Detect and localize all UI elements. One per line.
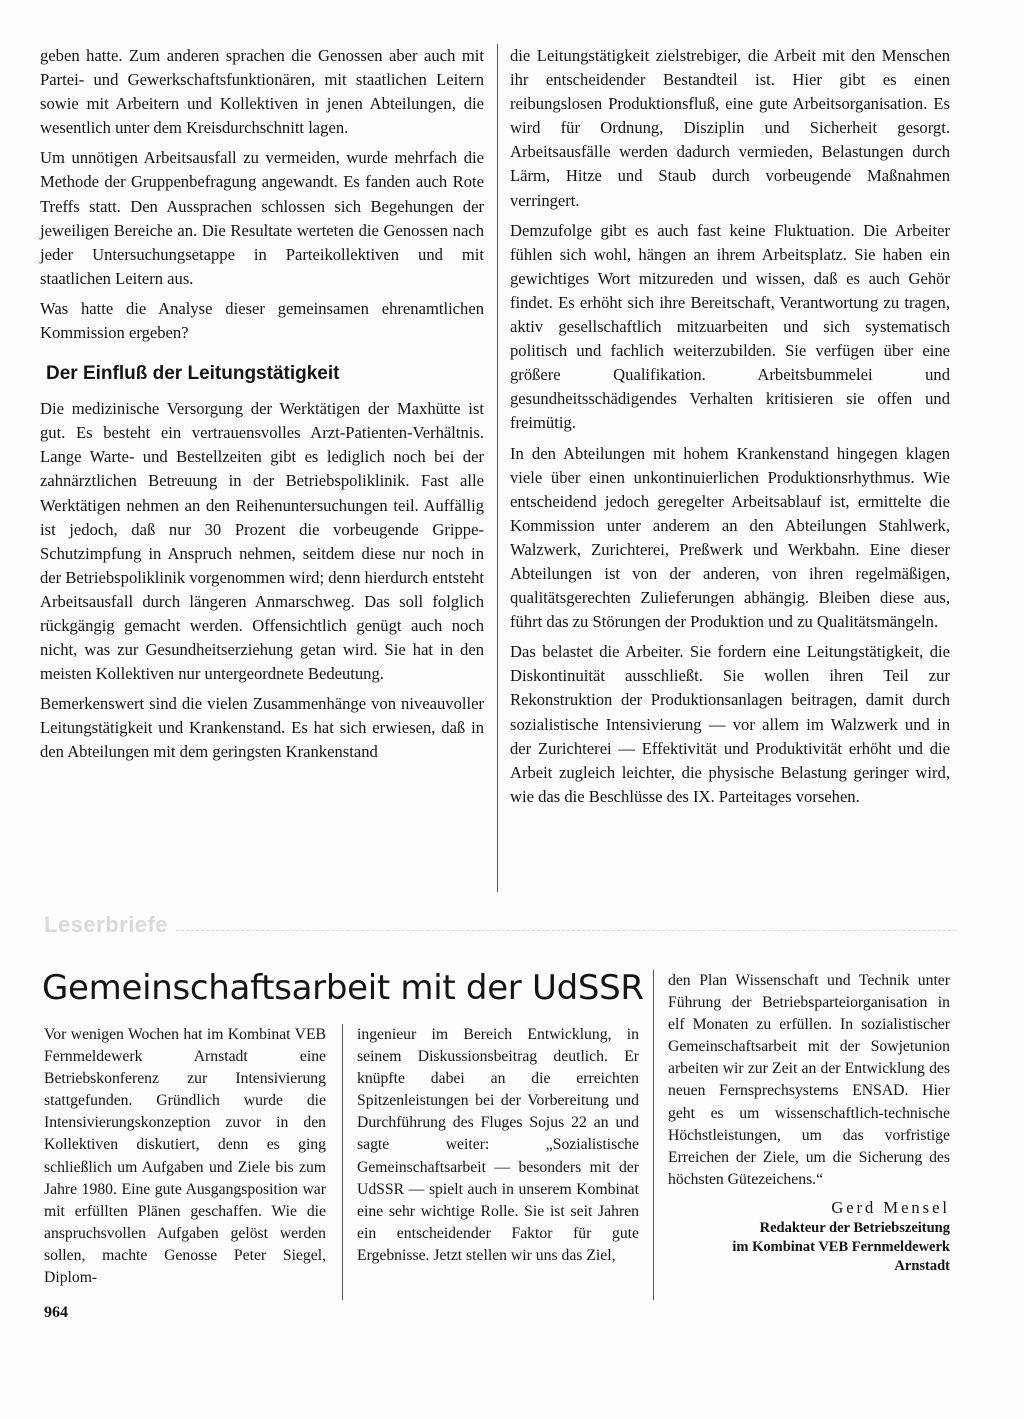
article-title: Gemeinschaftsarbeit mit der UdSSR	[42, 968, 644, 1008]
column-divider	[342, 1024, 343, 1300]
paragraph: Vor wenigen Wochen hat im Kombinat VEB Fernmeldewerk Arnstadt eine Betriebskonferenz zur Intensivierung stattgefunden. Gründlich wurde die Intensivierungskonzeption zuvor in den Kollektiven diskutiert, denn es ging schließlich um Aufgaben und Ziele bis zum Jahre 1980. Eine gute Ausgangsposition war mit erfüllten Plänen geschaffen. Wie die anspruchsvollen Aufgaben gelöst werden sollen, machte Genosse Peter Siegel, Diplom-	[44, 1026, 326, 1287]
paragraph: ingenieur im Bereich Entwicklung, in seinem Diskussionsbeitrag deutlich. Er knüpfte dabei an die erreichten Spitzenleistungen bei der Vorbereitung und Durchführung des Fluges Sojus 22 an und sagte weiter: „Sozialistische Gemeinschaftsarbeit — besonders mit der UdSSR — spielt auch in unserem Kombinat eine sehr wichtige Rolle. Sie ist seit Jahren ein entscheidender Faktor für gute Ergebnisse. Jetzt stellen wir uns das Ziel,	[357, 1026, 639, 1264]
author-role: Redakteur der Betriebszeitung	[759, 1219, 950, 1236]
article-column-3	[668, 970, 950, 1276]
article-column-2	[357, 1024, 639, 1273]
author-signature	[668, 1197, 950, 1276]
paragraph: Die medizinische Versorgung der Werktätigen der Maxhütte ist gut. Es besteht ein vertrauensvolles Arzt-Patienten-Verhältnis. Lange Warte- und Bestellzeiten gibt es lediglich noch bei der zahnärztlichen Betreuung in der Betriebspoliklinik. Fast alle Werktätigen nehmen an den Reihenuntersuchungen teil. Auffällig ist jedoch, daß nur 30 Prozent die vorbeugende Grippe-Schutzimpfung in Anspruch nehmen, seitdem diese nur noch in der Betriebspoliklinik vorgenommen wird; denn hierdurch entsteht Arbeitsausfall durch längeren Anmarschweg. Das soll folglich rückgängig gemacht werden. Offensichtlich genügt auch noch nicht, was zur Gesundheitserziehung getan wird. Sie hat in den meisten Kollektiven nur untergeordnete Bedeutung.	[40, 399, 484, 684]
section-subheading: Der Einfluß der Leitungstätigkeit	[46, 363, 340, 385]
column-divider	[497, 44, 498, 892]
upper-article-section	[0, 44, 1024, 904]
article-column-1	[44, 1024, 326, 1295]
paragraph: Um unnötigen Arbeitsausfall zu vermeiden, wurde mehrfach die Methode der Gruppenbefragung angewandt. Es fanden auch Rote Treffs statt. Den Aussprachen schlossen sich Begehungen der jeweiligen Bereiche an. Die Resultate werteten die Genossen nach jeder Untersuchungsetappe in Parteikollektiven und mit staatlichen Leitern aus.	[40, 148, 484, 288]
upper-left-column	[40, 44, 484, 771]
section-label-faded: Leserbriefe	[44, 912, 169, 937]
author-role: Arnstadt	[894, 1257, 950, 1274]
paragraph: Demzufolge gibt es auch fast keine Fluktuation. Die Arbeiter fühlen sich wohl, hängen an ihrem Arbeitsplatz. Sie haben ein gewichtiges Wort mitzureden und wissen, daß es auch Gehör findet. Es erhöht sich ihre Bereitschaft, Verantwortung zu tragen, aktiv gesellschaftlich mitzuarbeiten und sich systematisch politisch und fachlich weiterzubilden. Sie verfügen über eine größere Qualifikation. Arbeitsbummelei und gesundheitsschädigendes Verhalten kritisieren sie offen und freimütig.	[510, 220, 950, 433]
section-separator	[176, 930, 956, 931]
paragraph: den Plan Wissenschaft und Technik unter Führung der Betriebsparteiorganisation in elf Monaten zu erfüllen. In sozialistischer Gemeinschaftsarbeit mit der Sowjetunion arbeiten wir zur Zeit an der Entwicklung des neuen Fernsprechsystems ENSAD. Hier geht es um wissenschaftlich-technische Höchstleistungen, um das vorfristige Erreichen der Ziele, um die Sicherung des höchsten Gütezeichens.“	[668, 972, 950, 1188]
upper-right-column	[510, 44, 950, 815]
column-divider	[653, 970, 654, 1300]
paragraph: Was hatte die Analyse dieser gemeinsamen ehrenamtlichen Kommission ergeben?	[40, 298, 484, 343]
page-number: 964	[44, 1304, 68, 1321]
author-role: im Kombinat VEB Fernmeldewerk	[732, 1238, 950, 1255]
paragraph: In den Abteilungen mit hohem Krankenstand hingegen klagen viele über einen unkontinuierlichen Produktionsrhythmus. Wie entscheidend jedoch geregelter Arbeitsablauf ist, ermittelte die Kommission unter anderem an den Abteilungen Stahlwerk, Walzwerk, Zurichterei, Preßwerk und Werkbahn. Eine dieser Abteilungen ist von der anderen, von ihren regelmäßigen, qualitätsgerechten Zulieferungen abhängig. Bleiben diese aus, führt das zu Störungen der Produktion und zu Qualitätsmängeln.	[510, 443, 950, 632]
paragraph: geben hatte. Zum anderen sprachen die Genossen aber auch mit Partei- und Gewerkschaftsfunktionären, mit staatlichen Leitern sowie mit Arbeitern und Kollektiven in jenen Abteilungen, die wesentlich unter dem Kreisdurchschnitt lagen.	[40, 46, 484, 138]
author-name: Gerd Mensel	[831, 1197, 950, 1217]
paragraph: Bemerkenswert sind die vielen Zusammenhänge von niveauvoller Leitungstätigkeit und Krankenstand. Es hat sich erwiesen, daß in den Abteilungen mit dem geringsten Krankenstand	[40, 694, 484, 762]
paragraph: die Leitungstätigkeit zielstrebiger, die Arbeit mit den Menschen ihr entscheidender Bestandteil ist. Hier gibt es einen reibungslosen Produktionsfluß, eine gute Arbeitsorganisation. Es wird für Ordnung, Disziplin und Sicherheit gesorgt. Arbeitsausfälle werden dadurch vermieden, Belastungen durch Lärm, Hitze und Staub durch vorbeugende Maßnahmen verringert.	[510, 46, 950, 210]
paragraph: Das belastet die Arbeiter. Sie fordern eine Leitungstätigkeit, die Diskontinuität ausschließt. Sie wollen ihren Teil zur Rekonstruktion der Produktionsanlagen beitragen, damit durch sozialistische Intensivierung — vor allem im Walzwerk und in der Zurichterei — Effektivität und Produktivität erhöht und die Arbeit zugleich leichter, die physische Belastung geringer wird, wie das die Beschlüsse des IX. Parteitages vorsehen.	[510, 642, 950, 806]
